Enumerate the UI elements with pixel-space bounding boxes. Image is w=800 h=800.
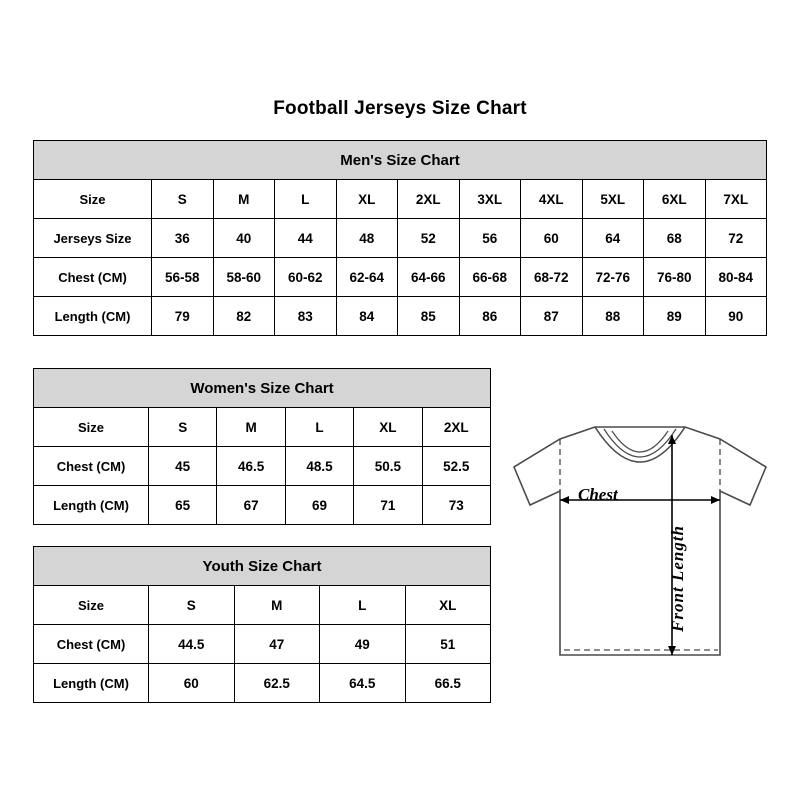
column-header: S xyxy=(149,586,235,625)
table-cell: 69 xyxy=(285,486,353,525)
table-cell: 67 xyxy=(217,486,285,525)
column-header: S xyxy=(152,180,214,219)
row-label: Chest (CM) xyxy=(34,625,149,664)
table-cell: 60-62 xyxy=(275,258,337,297)
table-cell: 52 xyxy=(398,219,460,258)
table-cell: 72 xyxy=(705,219,767,258)
column-header: L xyxy=(320,586,406,625)
table-section-title-row xyxy=(34,141,767,180)
row-label: Chest (CM) xyxy=(34,258,152,297)
row-label: Jerseys Size xyxy=(34,219,152,258)
column-header: S xyxy=(149,408,217,447)
table-row xyxy=(34,447,491,486)
column-header: 2XL xyxy=(422,408,490,447)
table-cell: 80-84 xyxy=(705,258,767,297)
column-header: 4XL xyxy=(521,180,583,219)
column-header: 3XL xyxy=(459,180,521,219)
table-cell: 51 xyxy=(405,625,491,664)
column-header: 6XL xyxy=(644,180,706,219)
table-cell: 68-72 xyxy=(521,258,583,297)
table-cell: 50.5 xyxy=(354,447,422,486)
jersey-measurement-diagram xyxy=(500,405,780,695)
chest-arrow-right xyxy=(711,496,720,504)
womens-size-chart-table xyxy=(33,368,491,525)
table-cell: 47 xyxy=(234,625,320,664)
table-cell: 66.5 xyxy=(405,664,491,703)
table-cell: 64-66 xyxy=(398,258,460,297)
table-cell: 86 xyxy=(459,297,521,336)
table-cell: 44.5 xyxy=(149,625,235,664)
table-cell: 79 xyxy=(152,297,214,336)
table-cell: 85 xyxy=(398,297,460,336)
table-cell: 49 xyxy=(320,625,406,664)
mens-section-title: Men's Size Chart xyxy=(34,141,767,180)
table-cell: 66-68 xyxy=(459,258,521,297)
table-cell: 71 xyxy=(354,486,422,525)
table-section-title-row xyxy=(34,369,491,408)
table-row xyxy=(34,258,767,297)
table-cell: 84 xyxy=(336,297,398,336)
table-cell: 89 xyxy=(644,297,706,336)
table-cell: 52.5 xyxy=(422,447,490,486)
table-cell: 73 xyxy=(422,486,490,525)
mens-size-chart-table xyxy=(33,140,767,336)
table-cell: 44 xyxy=(275,219,337,258)
table-row xyxy=(34,219,767,258)
table-cell: 64 xyxy=(582,219,644,258)
table-cell: 82 xyxy=(213,297,275,336)
table-cell: 60 xyxy=(149,664,235,703)
table-header-row xyxy=(34,586,491,625)
table-header-row xyxy=(34,180,767,219)
table-cell: 48 xyxy=(336,219,398,258)
table-cell: 46.5 xyxy=(217,447,285,486)
column-header: L xyxy=(275,180,337,219)
table-cell: 72-76 xyxy=(582,258,644,297)
table-cell: 88 xyxy=(582,297,644,336)
table-cell: 56 xyxy=(459,219,521,258)
table-row xyxy=(34,486,491,525)
row-label: Chest (CM) xyxy=(34,447,149,486)
front-length-measure-label: Front Length xyxy=(668,525,687,632)
table-cell: 83 xyxy=(275,297,337,336)
column-header: M xyxy=(217,408,285,447)
column-header: M xyxy=(234,586,320,625)
table-section-title-row xyxy=(34,547,491,586)
column-header: 7XL xyxy=(705,180,767,219)
row-label: Size xyxy=(34,586,149,625)
row-label: Size xyxy=(34,408,149,447)
row-label: Size xyxy=(34,180,152,219)
table-header-row xyxy=(34,408,491,447)
chest-measure-label: Chest xyxy=(578,485,618,504)
column-header: 2XL xyxy=(398,180,460,219)
table-cell: 48.5 xyxy=(285,447,353,486)
column-header: L xyxy=(285,408,353,447)
table-cell: 62-64 xyxy=(336,258,398,297)
table-row xyxy=(34,625,491,664)
jersey-outline-svg xyxy=(500,405,780,695)
table-cell: 36 xyxy=(152,219,214,258)
table-cell: 56-58 xyxy=(152,258,214,297)
table-cell: 65 xyxy=(149,486,217,525)
column-header: XL xyxy=(336,180,398,219)
chest-arrow-left xyxy=(560,496,569,504)
column-header: M xyxy=(213,180,275,219)
table-cell: 76-80 xyxy=(644,258,706,297)
table-cell: 45 xyxy=(149,447,217,486)
table-row xyxy=(34,297,767,336)
table-cell: 62.5 xyxy=(234,664,320,703)
column-header: 5XL xyxy=(582,180,644,219)
column-header: XL xyxy=(354,408,422,447)
row-label: Length (CM) xyxy=(34,664,149,703)
table-cell: 68 xyxy=(644,219,706,258)
page-title: Football Jerseys Size Chart xyxy=(273,98,527,119)
table-cell: 60 xyxy=(521,219,583,258)
row-label: Length (CM) xyxy=(34,297,152,336)
table-cell: 90 xyxy=(705,297,767,336)
column-header: XL xyxy=(405,586,491,625)
table-row xyxy=(34,664,491,703)
youth-size-chart-table xyxy=(33,546,491,703)
table-cell: 87 xyxy=(521,297,583,336)
table-cell: 64.5 xyxy=(320,664,406,703)
table-cell: 40 xyxy=(213,219,275,258)
jersey-collar-inner xyxy=(604,429,676,457)
table-cell: 58-60 xyxy=(213,258,275,297)
womens-section-title: Women's Size Chart xyxy=(34,369,491,408)
youth-section-title: Youth Size Chart xyxy=(34,547,491,586)
row-label: Length (CM) xyxy=(34,486,149,525)
